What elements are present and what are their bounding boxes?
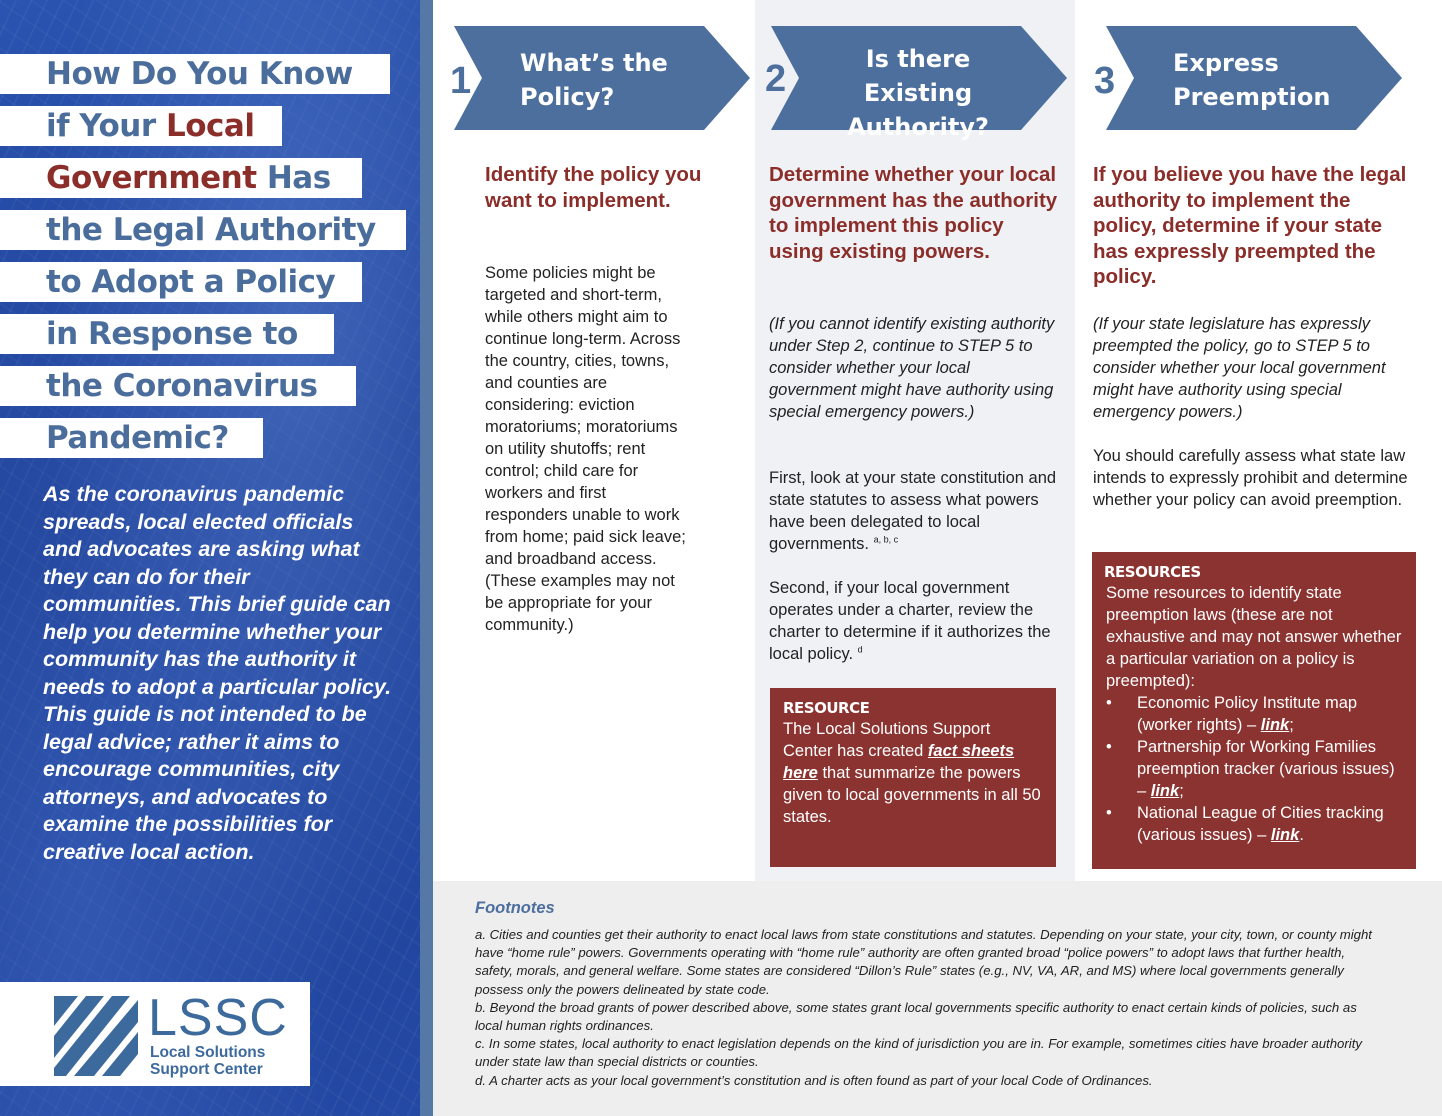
step-2-para-1: [769, 467, 1065, 555]
step-2-para-2: [769, 577, 1061, 665]
step-1-label-line1: What’s the: [520, 49, 668, 77]
title-text: in Response to: [46, 316, 298, 352]
resource-item: [1104, 692, 1402, 736]
logo-acronym: LSSC: [148, 989, 288, 1047]
step-3-para-1: You should carefully assess what state law intends to expressly prohibit and determine whether your policy can avoid preemption.: [1093, 447, 1408, 509]
footnote-d: d. A charter acts as your local government’s constitution and is often found as part of your local Code of Ordinances.: [475, 1072, 1153, 1088]
resource-item-end: ;: [1179, 782, 1184, 800]
step-1-number: 1: [450, 60, 472, 102]
resource-item-end: .: [1299, 826, 1304, 844]
resources-intro: Some resources to identify state preemption laws (these are not exhaustive and may not answer whether a particular variation on a policy is preempted):: [1106, 584, 1402, 690]
resource-item-text: National League of Cities tracking (various issues) –: [1137, 804, 1384, 844]
step-3-resources-box: [1092, 552, 1416, 869]
title-line-7: [0, 366, 356, 406]
title-line-5: [0, 262, 362, 302]
title-accent-text: Government: [46, 160, 257, 196]
footnote-ref-d: d: [857, 644, 863, 655]
step-3-number: 3: [1094, 60, 1116, 102]
logo-name-line2: Support Center: [150, 1061, 263, 1078]
step-2-heading: Determine whether your local government has the authority to implement this policy using existing powers.: [769, 163, 1058, 263]
title-text: How Do You Know: [46, 56, 353, 92]
footnotes-section: [433, 881, 1442, 1116]
step-1-label-line2: Policy?: [520, 83, 615, 111]
resource-item-end: ;: [1289, 716, 1294, 734]
resource-item-text: Economic Policy Institute map (worker rights) –: [1137, 694, 1358, 734]
footnote-b: b. Beyond the broad grants of power described above, some states grant local governments specific authority to enact certain kinds of policies, such as local human rights ordinances.: [475, 999, 1357, 1034]
step-1-body: Some policies might be targeted and short-term, while others might aim to continue long-term. Across the country, cities, towns, and counties are considering: eviction moratoriums; moratoriums on utility shutoffs; rent control; child care for workers and first responders unable to work from home; paid sick leave; and broadband access. (These examples may not be appropriate for your community.): [485, 264, 686, 634]
logo-stripes-icon: [54, 996, 138, 1076]
footnote-ref-abc: a, b, c: [873, 534, 899, 545]
resource-title: RESOURCE: [783, 699, 870, 717]
step-2-number: 2: [765, 58, 787, 100]
title-text: to Adopt a Policy: [46, 264, 336, 300]
step-1-label: [520, 46, 668, 114]
nlc-tracking-link[interactable]: link: [1270, 826, 1300, 844]
left-divider-stripe: [420, 0, 433, 1116]
resource-item: [1104, 802, 1402, 846]
step-3-label-line1: Express: [1173, 49, 1279, 77]
title-line-4: [0, 210, 406, 250]
epi-map-link[interactable]: link: [1260, 716, 1290, 734]
step-2-para-2-text: Second, if your local government operates under a charter, review the charter to determine if it authorizes the local policy.: [769, 579, 1051, 663]
footnotes-title: Footnotes: [475, 899, 555, 917]
title-text: Has: [256, 160, 331, 196]
step-3-label-line2: Preemption: [1173, 83, 1331, 111]
resources-title: RESOURCES: [1104, 563, 1201, 581]
fact-sheets-link[interactable]: fact sheets here: [783, 742, 1015, 782]
pwf-tracker-link[interactable]: link: [1150, 782, 1180, 800]
title-line-8: [0, 418, 263, 458]
resource-text-before: The Local Solutions Support Center has created: [783, 720, 991, 760]
title-text: if Your: [46, 108, 166, 144]
title-text: the Legal Authority: [46, 212, 376, 248]
lssc-logo: [0, 982, 310, 1086]
step-2-label-line2: Authority?: [847, 113, 989, 141]
step-2-resource-box: [770, 688, 1056, 867]
intro-paragraph: As the coronavirus pandemic spreads, local elected officials and advocates are asking what they can do for their communities. This brief guide can help you determine whether your community has the authority it needs to adopt a particular policy. This guide is not intended to be legal advice; rather it aims to encourage communities, city attorneys, and advocates to examine the possibilities for creative local action.: [43, 482, 392, 864]
resource-text-after: that summarize the powers given to local governments in all 50 states.: [783, 764, 1041, 826]
step-3-heading: If you believe you have the legal authority to implement the policy, determine if your state has expressly preempted the policy.: [1093, 163, 1407, 288]
title-line-1: [0, 54, 390, 94]
resources-list: [1104, 692, 1402, 846]
logo-name: [150, 1044, 265, 1078]
logo-name-line1: Local Solutions: [150, 1044, 266, 1061]
title-text: the Coronavirus: [46, 368, 318, 404]
resource-text: [783, 718, 1044, 828]
step-3-label: [1173, 46, 1330, 114]
step-2-label: [812, 42, 1024, 144]
step-2-para-1-text: First, look at your state constitution and state statutes to assess what powers have been delegated to local governments.: [769, 469, 1057, 553]
footnote-a: a. Cities and counties get their authority to enact local laws from state constitutions and statutes. Depending on your state, your city, town, or county might have “home rule” powers. Governments operating with “home rule” authority are often granted broad “police powers” to adopt laws that further health, safety, morals, and general welfare. Some states are considered “Dillon’s Rule” states (e.g., NV, VA, AR, and MS) where local governments generally possess only the powers delineated by state code.: [475, 927, 1372, 997]
title-line-6: [0, 314, 334, 354]
step-2-label-line1: Is there Existing: [863, 45, 973, 107]
title-accent-text: Local: [165, 108, 255, 144]
footnotes-text: [475, 926, 1375, 1090]
step-2-note: (If you cannot identify existing authority under Step 2, continue to STEP 5 to consider whether your local government might have authority using special emergency powers.): [769, 315, 1055, 421]
step-3-note: (If your state legislature has expressly preempted the policy, go to STEP 5 to consider whether your local government might have authority using special emergency powers.): [1093, 315, 1386, 421]
title-line-2: [0, 106, 282, 146]
footnote-c: c. In some states, local authority to enact legislation depends on the kind of jurisdiction you are in. For example, sometimes cities have broader authority under state law than special districts or counties.: [475, 1036, 1362, 1070]
step-1-heading: Identify the policy you want to implement.: [485, 163, 702, 212]
resource-item-text: Partnership for Working Families preemption tracker (various issues) –: [1137, 738, 1395, 800]
left-panel: [0, 0, 420, 1116]
resource-item: [1104, 736, 1402, 802]
title-text: Pandemic?: [46, 420, 229, 456]
title-line-3: [0, 158, 362, 198]
